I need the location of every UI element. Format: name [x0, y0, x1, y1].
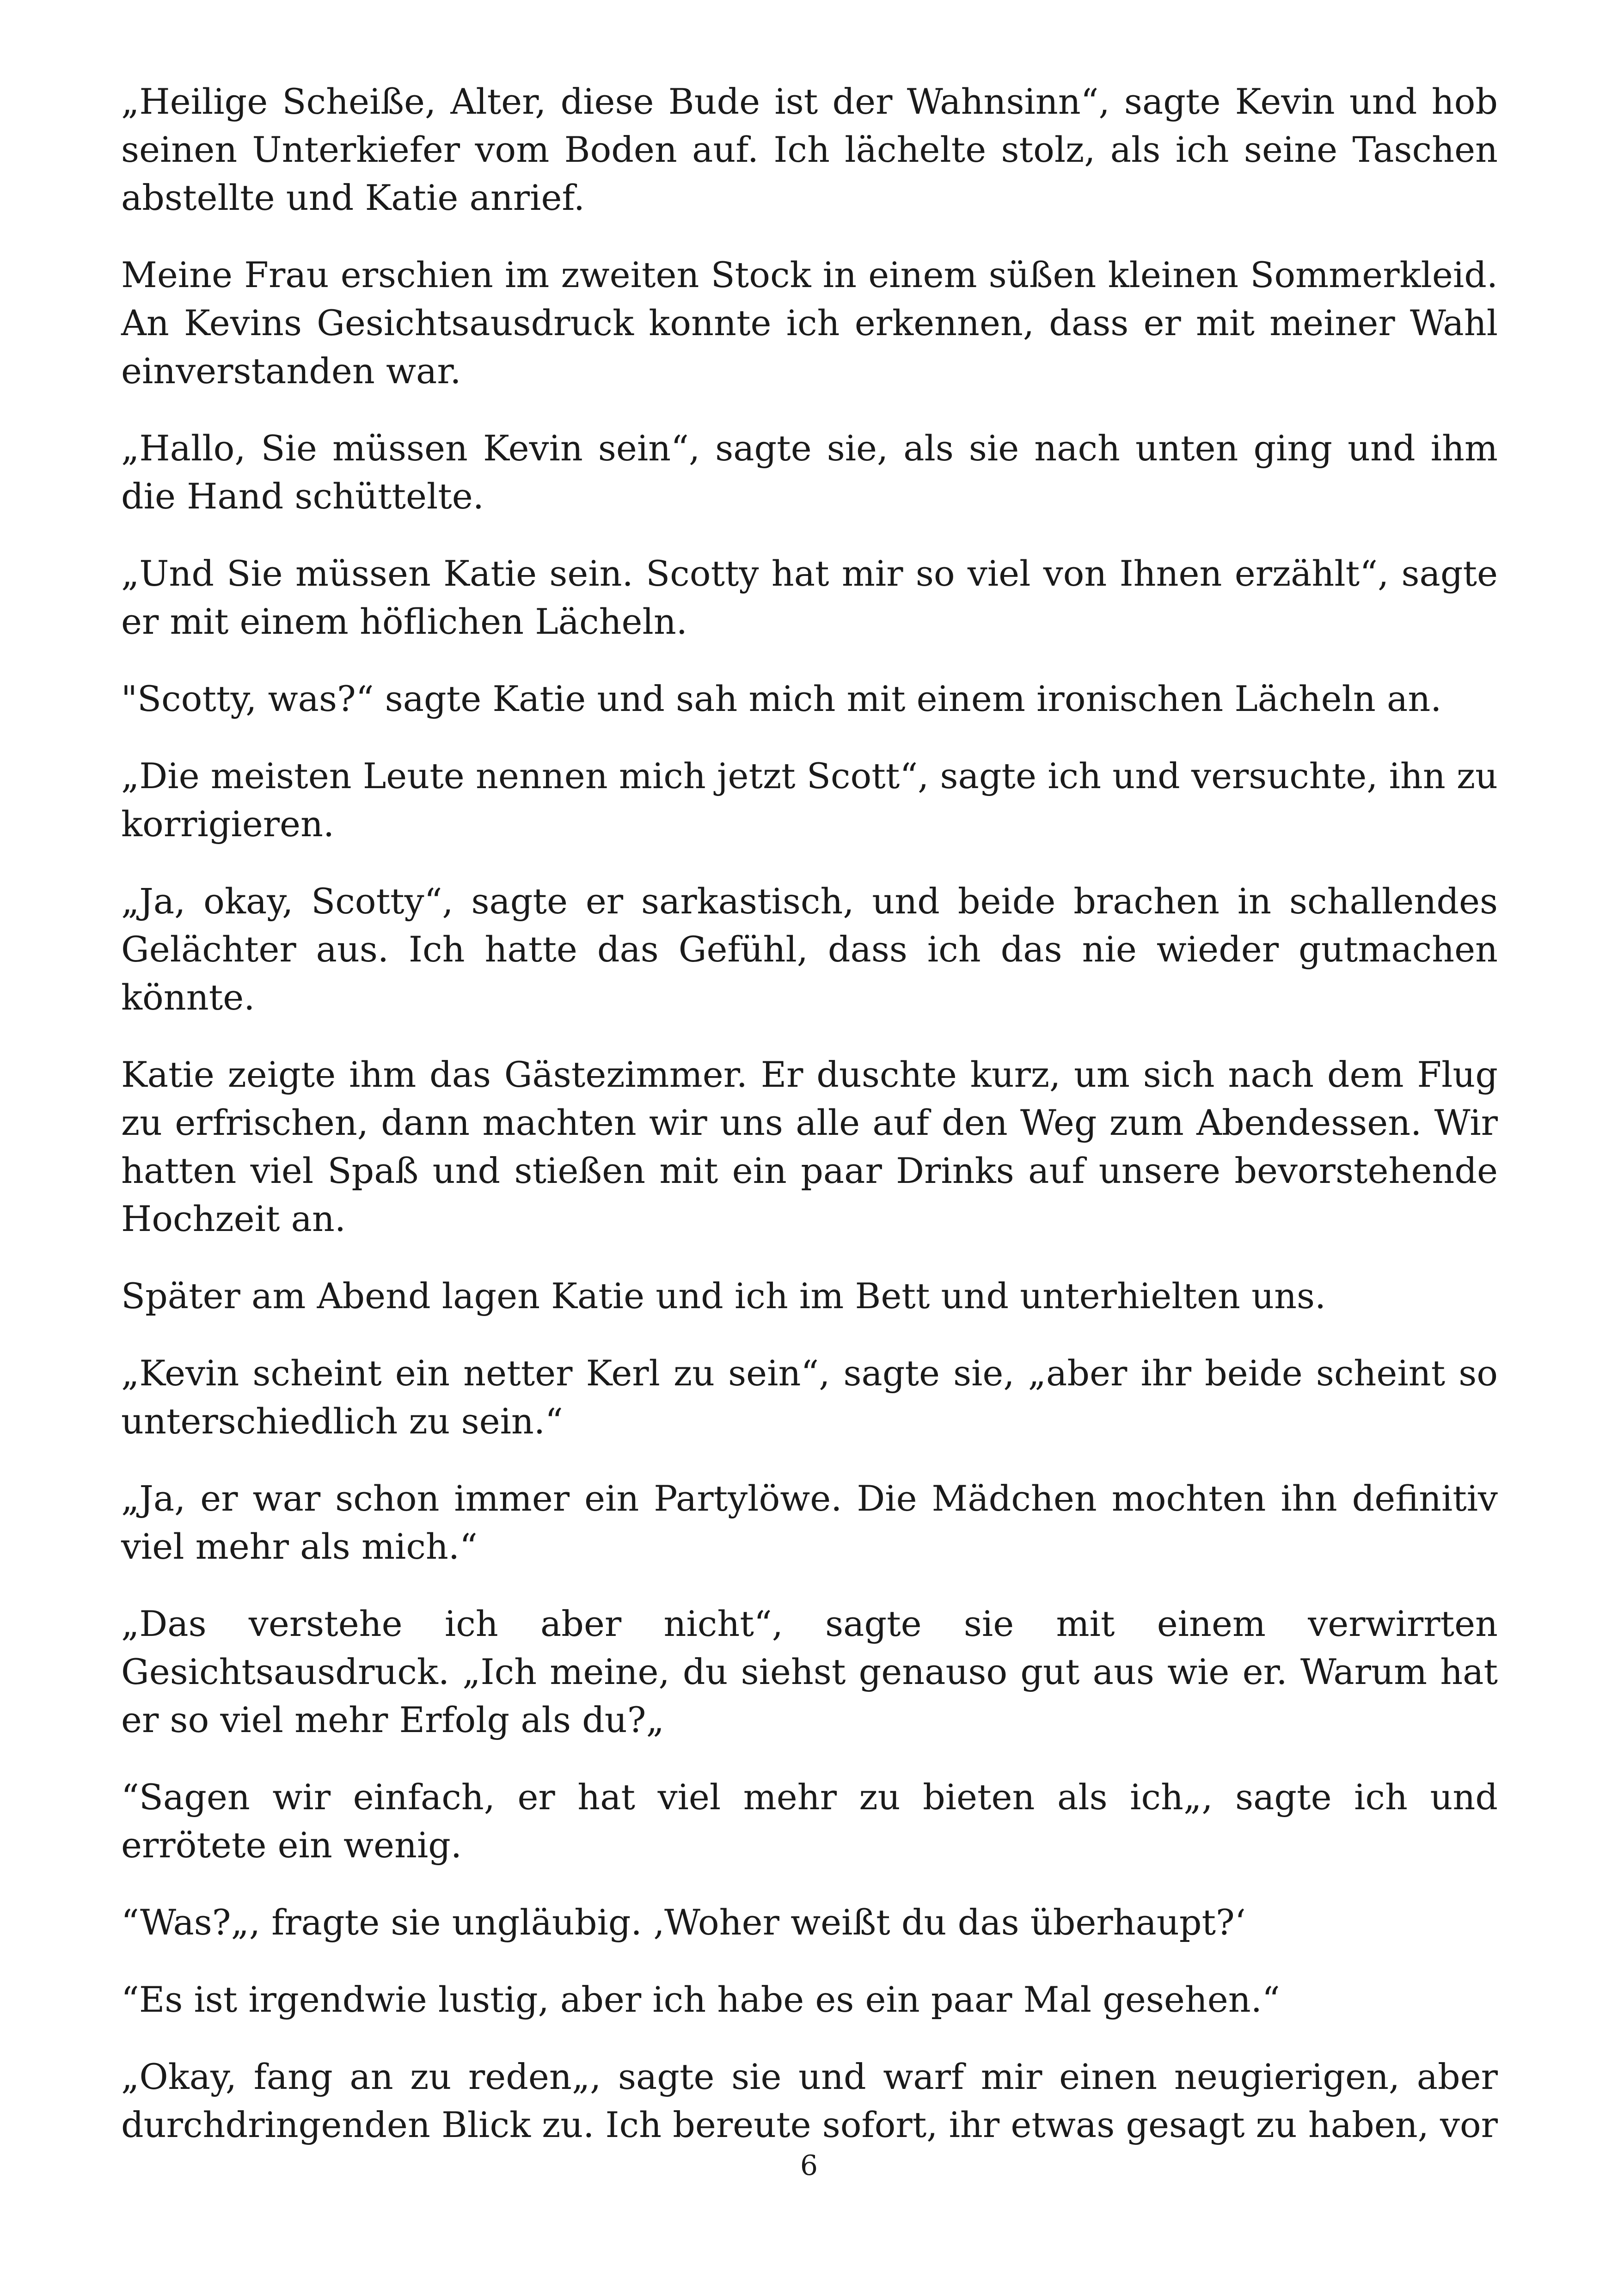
paragraph: Meine Frau erschien im zweiten Stock in einem süßen kleinen Sommerkleid. An Kevins Gesichtsausdruck konnte ich erkennen, dass er mit meiner Wahl einverstanden war. — [121, 254, 1498, 392]
paragraph: “Es ist irgendwie lustig, aber ich habe es ein paar Mal gesehen.“ — [121, 1979, 1280, 2020]
paragraph: „Ja, okay, Scotty“, sagte er sarkastisch, und beide brachen in schallendes Gelächter aus. Ich hatte das Gefühl, dass ich das nie wieder gutmachen könnte. — [121, 881, 1498, 1018]
body-text — [121, 78, 1498, 2178]
paragraph: "Scotty, was?“ sagte Katie und sah mich mit einem ironischen Lächeln an. — [121, 678, 1442, 719]
paragraph: “Was?„, fragte sie ungläubig. ‚Woher weißt du das überhaupt?‘ — [121, 1902, 1246, 1943]
paragraph: „Ja, er war schon immer ein Partylöwe. Die Mädchen mochten ihn definitiv viel mehr als mich.“ — [121, 1478, 1498, 1567]
paragraph: „Okay, fang an zu reden„, sagte sie und warf mir einen neugierigen, aber durchdringenden Blick zu. Ich bereute sofort, ihr etwas gesagt zu haben, vor — [121, 2056, 1498, 2145]
paragraph: „Die meisten Leute nennen mich jetzt Scott“, sagte ich und versuchte, ihn zu korrigieren. — [121, 755, 1498, 845]
paragraph: „Kevin scheint ein netter Kerl zu sein“, sagte sie, „aber ihr beide scheint so unterschiedlich zu sein.“ — [121, 1353, 1498, 1442]
page-number: 6 — [800, 2149, 818, 2182]
paragraph: Katie zeigte ihm das Gästezimmer. Er duschte kurz, um sich nach dem Flug zu erfrischen, dann machten wir uns alle auf den Weg zum Abendessen. Wir hatten viel Spaß und stießen mit ein paar Drinks auf unsere bevorstehende Hochzeit an. — [121, 1054, 1498, 1239]
paragraph: „Heilige Scheiße, Alter, diese Bude ist der Wahnsinn“, sagte Kevin und hob seinen Unterkiefer vom Boden auf. Ich lächelte stolz, als ich seine Taschen abstellte und Katie anrief. — [121, 81, 1498, 218]
paragraph: “Sagen wir einfach, er hat viel mehr zu bieten als ich„, sagte ich und errötete ein wenig. — [121, 1776, 1498, 1866]
paragraph: „Hallo, Sie müssen Kevin sein“, sagte sie, als sie nach unten ging und ihm die Hand schüttelte. — [121, 428, 1498, 517]
paragraph: „Und Sie müssen Katie sein. Scotty hat mir so viel von Ihnen erzählt“, sagte er mit einem höflichen Lächeln. — [121, 553, 1498, 642]
paragraph: Später am Abend lagen Katie und ich im Bett und unterhielten uns. — [121, 1275, 1326, 1316]
paragraph: „Das verstehe ich aber nicht“, sagte sie mit einem verwirrten Gesichtsausdruck. „Ich meine, du siehst genauso gut aus wie er. Warum hat er so viel mehr Erfolg als du?„ — [121, 1603, 1498, 1740]
